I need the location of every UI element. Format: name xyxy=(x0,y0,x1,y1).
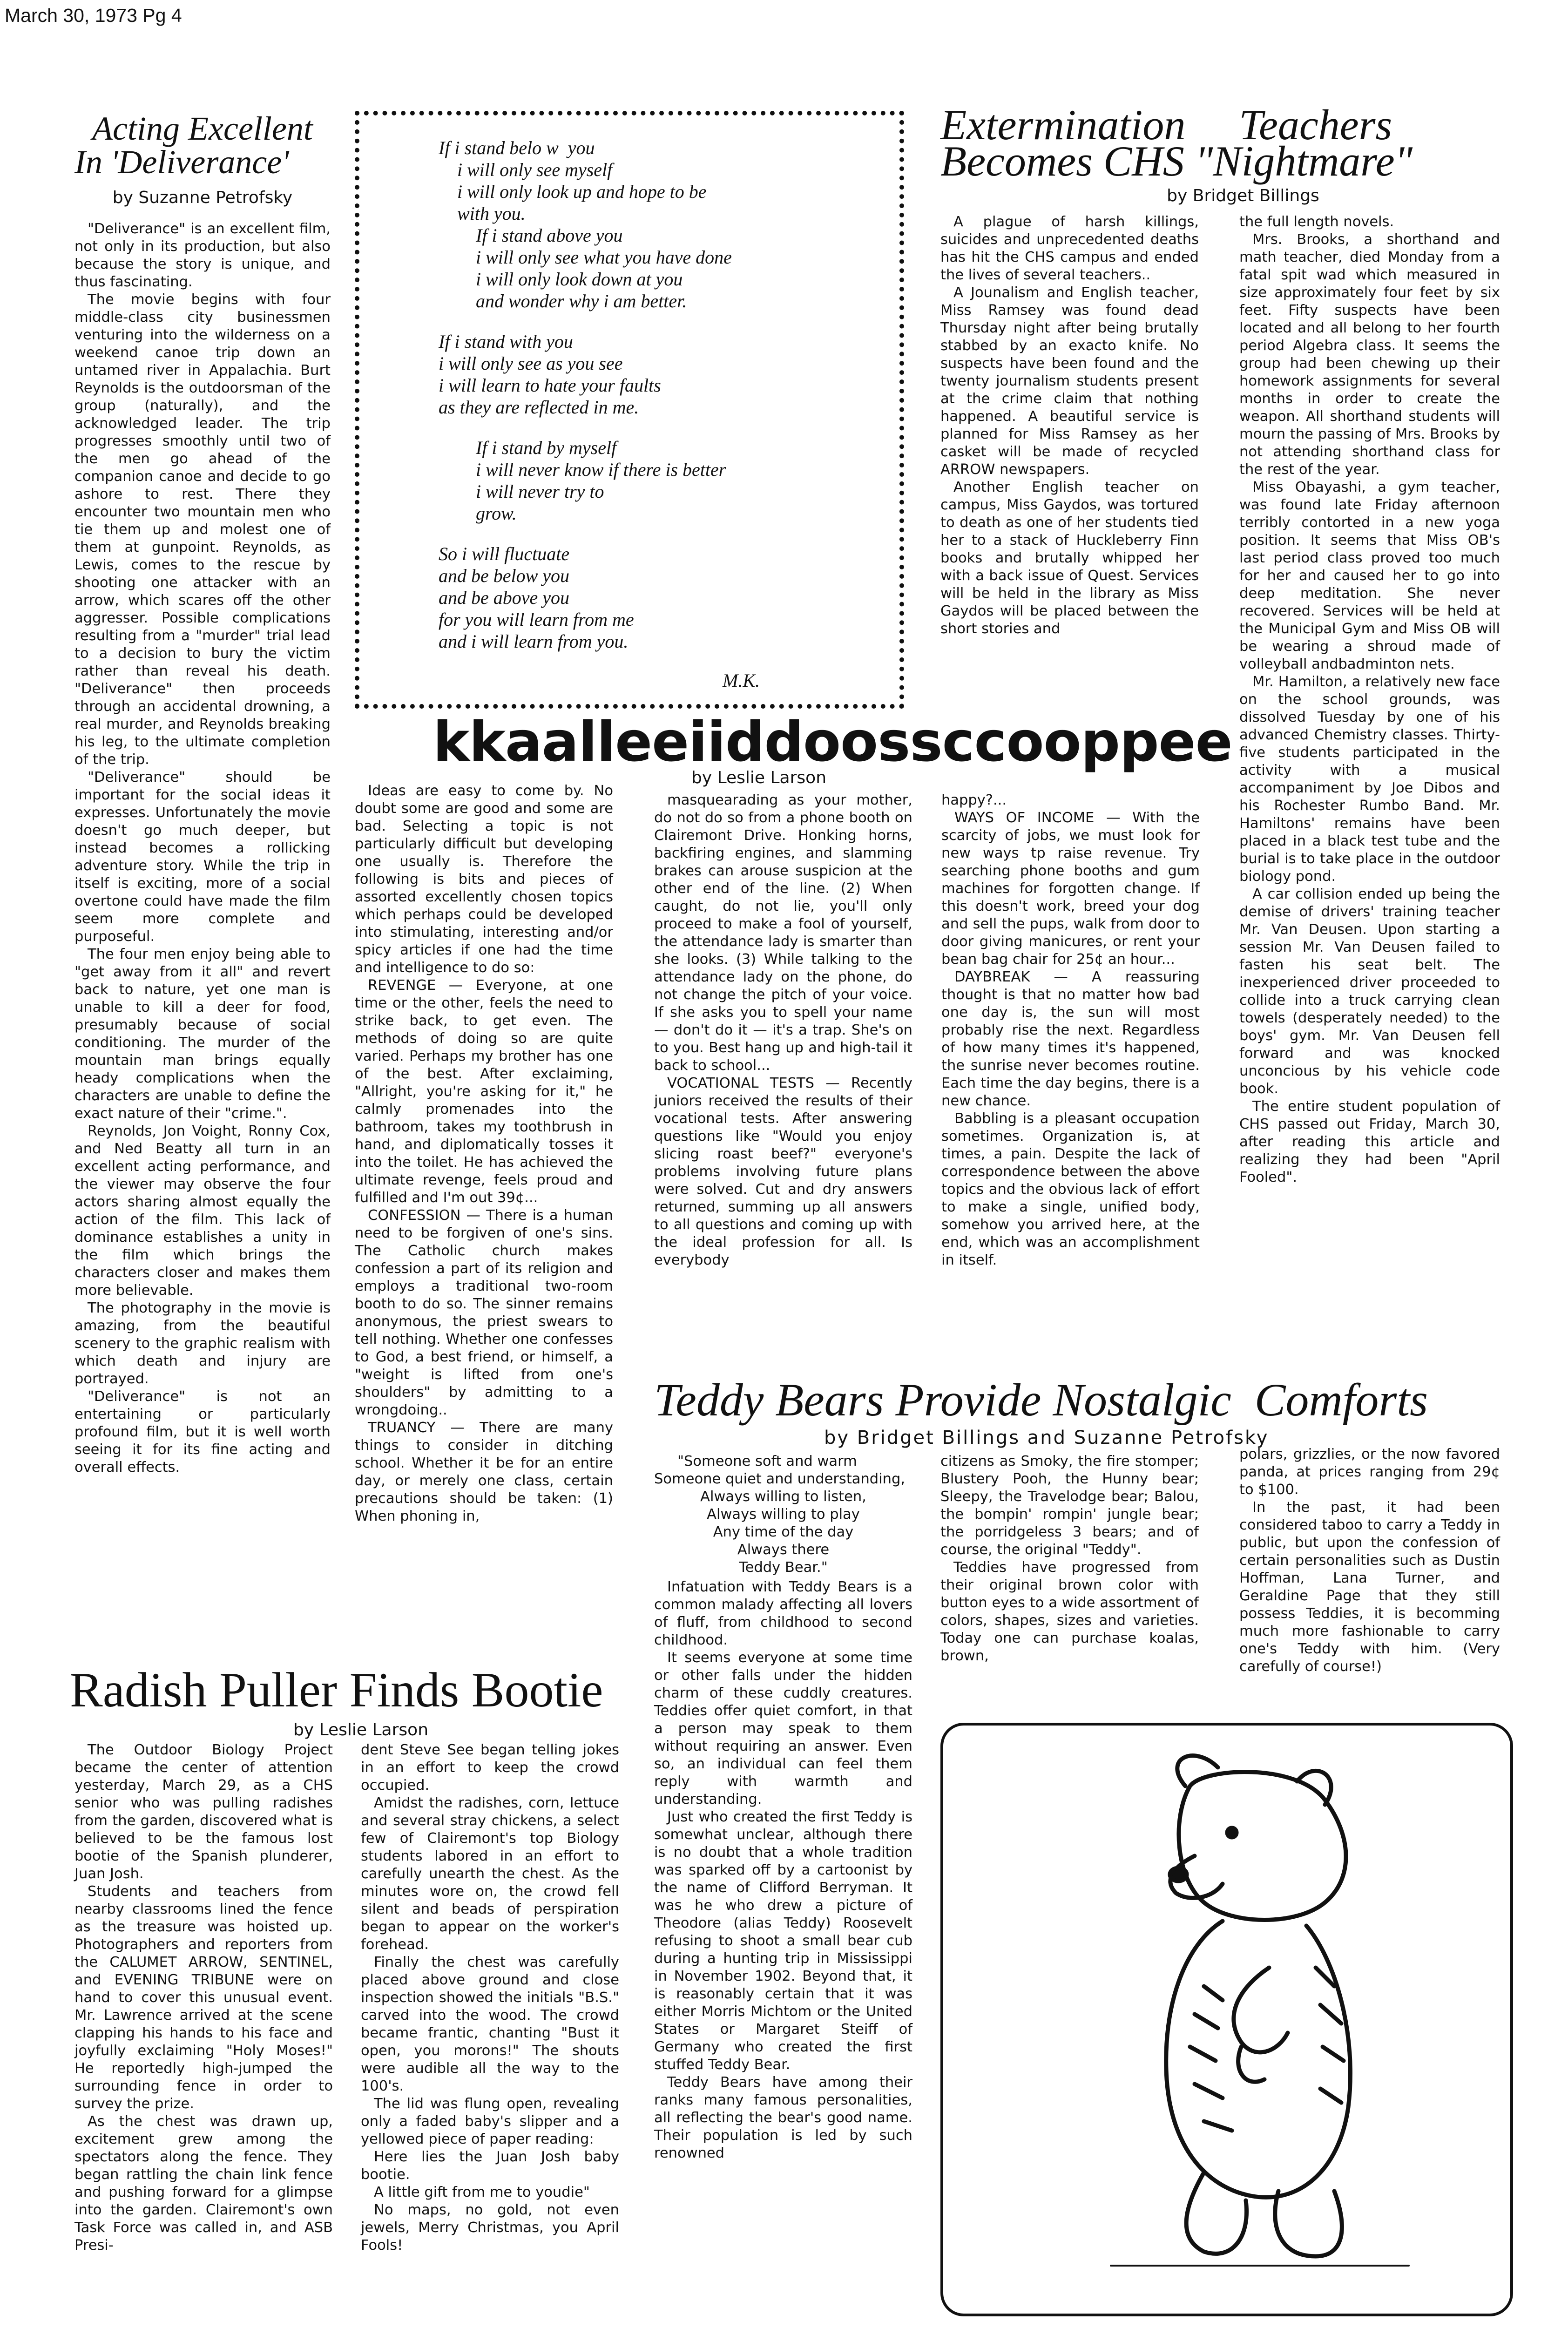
poem-line: So i will fluctuate xyxy=(439,543,570,564)
exterm-paragraph: Miss Obayashi, a gym teacher, was found late Friday afternoon terribly contorted in a new yoga position. It seems that Miss OB's last period class proved too much for her and caused her to go into deep meditation. She never recovered. Services will be held at the Municipal Gym and Miss OB will be wearing a shroud made of volleyball andbadminton nets. xyxy=(1239,479,1500,672)
poem-box xyxy=(355,111,904,709)
kaleidoscope-col3 xyxy=(941,792,1200,1269)
radish-paragraph: Here lies the Juan Josh baby bootie. xyxy=(361,2149,619,2183)
kaleidoscope-paragraph: Ideas are easy to come by. No doubt some are good and some are bad. Selecting a topic is not particularly difficult but developing one usually is. Therefore the following is bits and pieces of assorted excellently chosen topics which perhaps could be developed into stimulating, interesting and/or spicy articles if one had the time and intelligence to do so: xyxy=(355,783,613,976)
teddy-verse-line: Someone quiet and understanding, xyxy=(654,1471,906,1487)
teddy-paragraph: citizens as Smoky, the fire stomper; Blustery Pooh, the Hunny bear; Sleepy, the Travelodge bear; Balou, the bompin' rompin' jungle bear; the porridgeless 3 bears; and of course, the original "Teddy". xyxy=(940,1453,1199,1558)
poem-line: i will learn to hate your faults xyxy=(439,375,661,396)
radish-paragraph: The lid was flung open, revealing only a faded baby's slipper and a yellowed piece of paper reading: xyxy=(361,2096,619,2147)
acting-paragraph: "Deliverance" is an excellent film, not only in its production, but also because the story is unique, and thus fascinating. xyxy=(74,221,331,290)
kaleidoscope-paragraph: happy?... xyxy=(941,792,1007,808)
poem-line: and i will learn from you. xyxy=(439,631,629,652)
poem-line: If i stand above you xyxy=(439,225,623,246)
teddy-col2 xyxy=(940,1453,1199,1665)
radish-paragraph: dent Steve See began telling jokes in an effort to keep the crowd occupied. xyxy=(361,1742,619,1793)
page-header: March 30, 1973 Pg 4 xyxy=(5,5,182,26)
poem-line: and wonder why i am better. xyxy=(439,291,687,311)
acting-paragraph: "Deliverance" should be important for the social ideas it expresses. Unfortunately the movie doesn't go much deeper, but instead becomes a rollicking adventure story. While the trip in itself is exciting, more of a social overtone could have made the film seem more complete and purposeful. xyxy=(74,769,331,945)
kaleidoscope-col1 xyxy=(355,782,613,1525)
kaleidoscope-paragraph: TRUANCY — There are many things to consider in ditching school. Whether it be for an entire day, or merely one class, certain precautions should be taken: (1) When phoning in, xyxy=(355,1420,613,1524)
kaleidoscope-col2 xyxy=(654,792,912,1269)
poem-text xyxy=(439,137,885,652)
exterm-paragraph: A car collision ended up being the demise of drivers' training teacher Mr. Van Deusen. Upon starting a session Mr. Van Deusen failed to fasten his seat belt. The inexperienced driver proceeded to collide into a truck carrying clean towels (desperately needed) to the boys' gym. Mr. Van Deusen fell forward and was knocked unconcious by his vehicle code book. xyxy=(1239,886,1500,1097)
radish-byline: by Leslie Larson xyxy=(293,1720,429,1739)
teddy-title: Teddy Bears Provide Nostalgic Comforts xyxy=(654,1374,1428,1426)
teddy-paragraph: polars, grizzlies, or the now favored panda, at prices ranging from 29¢ to $100. xyxy=(1239,1446,1500,1498)
poem-line: i will only see what you have done xyxy=(439,247,732,268)
acting-byline: by Suzanne Petrofsky xyxy=(112,188,293,207)
kaleidoscope-paragraph: masquearading as your mother, do not do so from a phone booth on Clairemont Drive. Honking horns, backfiring engines, and slamming brakes can arouse suspicion at the other end of the line. (2) When caught, do not lie, you'll only proceed to make a fool of yourself, the attendance lady is smarter than she looks. (3) While talking to the attendance lady on the phone, do not change the pitch of your voice. If she asks you to spell your name — don't do it — it's a trap. She's on to you. Best hang up and high-tail it back to school... xyxy=(654,792,912,1074)
teddy-paragraph: In the past, it had been considered taboo to carry a Teddy in public, but upon the confession of certain personalities such as Dustin Hoffman, Lana Turner, and Geraldine Page that they still possess Teddies, it is becomming much more fashionable to carry one's Teddy with him. (Very carefully of course!) xyxy=(1239,1499,1500,1675)
acting-paragraph: The four men enjoy being able to "get away from it all" and revert back to nature, yet one man is unable to kill a deer for food, presumably because of social conditioning. The murder of the mountain man brings equally heady complications when the characters are unable to define the exact nature of their "crime.". xyxy=(74,946,331,1122)
acting-body xyxy=(74,220,331,1476)
radish-paragraph: A little gift from me to youdie" xyxy=(374,2184,590,2200)
exterm-col2 xyxy=(1239,213,1500,1186)
teddy-paragraph: Just who created the first Teddy is somewhat unclear, although there is no doubt that a whole tradition was sparked off by a cartoonist by the name of Clifford Berryman. It was he who drew a picture of Theodore (alias Teddy) Roosevelt refusing to shoot a small bear cub during a hunting trip in Mississippi in November 1902. Beyond that, it is reasonably certain that it was either Morris Michtom or the United States or Margaret Steiff of Germany who created the first stuffed Teddy Bear. xyxy=(654,1809,912,2073)
exterm-paragraph: the full length novels. xyxy=(1239,214,1394,230)
acting-paragraph: "Deliverance" is not an entertaining or particularly profound film, but it is well worth seeing it for its fine acting and overall effects. xyxy=(74,1388,331,1475)
radish-paragraph: Students and teachers from nearby classrooms lined the fence as the treasure was hoisted up. Photographers and reporters from the CALUMET ARROW, SENTINEL, and EVENING TRIBUNE were on hand to cover this unusual event. Mr. Lawrence arrived at the scene clapping his hands to his face and joyfully exclaiming "Holy Moses!" He reportedly high-jumped the surrounding fence in order to survey the prize. xyxy=(74,1883,333,2112)
radish-paragraph: As the chest was drawn up, excitement grew among the spectators along the fence. They began rattling the chain link fence and pushing forward for a glimpse into the garden. Clairemont's own Task Force was called in, and ASB Presi- xyxy=(74,2113,333,2254)
acting-paragraph: The photography in the movie is amazing, from the beautiful scenery to the graphic realism with which death and injury are portrayed. xyxy=(74,1300,331,1387)
radish-paragraph: No maps, no gold, not even jewels, Merry Christmas, you April Fools! xyxy=(361,2202,619,2254)
teddy-verse-line: Always there xyxy=(737,1542,830,1558)
acting-title-line2: In 'Deliverance' xyxy=(74,143,289,181)
radish-paragraph: Amidst the radishes, corn, lettuce and several stray chickens, a select few of Clairemont's top Biology students labored in an effort to carefully unearth the chest. As the minutes wore on, the crowd fell silent and beads of perspiration began to appear on the worker's forehead. xyxy=(361,1795,619,1953)
poem-line: i will only see as you see xyxy=(439,353,623,374)
exterm-title-line2: Becomes CHS "Nightmare" xyxy=(940,137,1413,185)
exterm-paragraph: A Jounalism and English teacher, Miss Ramsey was found dead Thursday night after being brutally stabbed by an exacto knife. No suspects have been found and the twenty journalism students present at the crime claim that nothing happened. A beautiful service is planned for Miss Ramsey as her casket will be made of recycled ARROW newspapers. xyxy=(940,284,1199,478)
teddy-verse-line: Always willing to play xyxy=(707,1506,860,1523)
exterm-col1 xyxy=(940,213,1199,638)
exterm-byline: by Bridget Billings xyxy=(1167,186,1319,205)
teddy-paragraph: Teddy Bears have among their ranks many famous personalities, all reflecting the bear's good name. Their population is led by such renowned xyxy=(654,2074,912,2161)
teddy-verse-line: "Someone soft and warm xyxy=(677,1453,857,1469)
poem-line: i will only look down at you xyxy=(439,269,683,290)
poem-line: i will only look up and hope to be xyxy=(439,181,707,202)
poem-line: for you will learn from me xyxy=(439,609,634,630)
teddy-verse xyxy=(654,1453,912,1577)
poem-line: If i stand by myself xyxy=(439,437,617,458)
teddy-byline: by Bridget Billings and Suzanne Petrofsky xyxy=(824,1427,1269,1448)
teddy-illustration xyxy=(940,1723,1513,2316)
exterm-paragraph: Another English teacher on campus, Miss Gaydos, was tortured to death as one of her students tied her to a stack of Huckleberry Finn books and brutally whipped her with a back issue of Quest. Services will be held in the library as Miss Gaydos will be placed between the short stories and xyxy=(940,479,1199,637)
teddy-verse-line: Any time of the day xyxy=(713,1524,854,1540)
teddy-verse-line: Always willing to listen, xyxy=(700,1489,866,1505)
kaleidoscope-paragraph: DAYBREAK — A reassuring thought is that no matter how bad one day is, the sun will most probably rise the next. Regardless of how many times it's happened, the sunrise never becomes routine. Each time the day begins, there is a new chance. xyxy=(941,969,1200,1109)
acting-paragraph: The movie begins with four middle-class city businessmen venturing into the wilderness on a weekend canoe trip down an untamed river in Appalachia. Burt Reynolds is the outdoorsman of the group (naturally), and the acknowledged leader. The trip progresses smoothly until two of the men go ahead of the companion canoe and decide to go ashore to rest. There they encounter two mountain men who tie them up and molest one of them at gunpoint. Reynolds, as Lewis, comes to the rescue by shooting one attacker with an arrow, which scares off the other aggresser. Possible complications resulting from a "murder" trial lead to a decision to bury the victim rather than reveal his death. "Deliverance" then proceeds through an accidental drowning, a real murder, and Reynolds breaking his leg, to the ultimate completion of the trip. xyxy=(74,291,331,768)
poem-line: as they are reflected in me. xyxy=(439,397,639,418)
poem-line: grow. xyxy=(439,503,517,524)
radish-col2 xyxy=(361,1741,619,2254)
acting-article xyxy=(74,112,331,1476)
teddy-paragraph: It seems everyone at some time or other falls under the hidden charm of these cuddly creatures. Teddies offer quiet comfort, in that a person may speak to them without requiring an answer. Even so, an individual can feel them reply with warmth and understanding. xyxy=(654,1650,912,1807)
teddy-paragraph: Teddies have progressed from their original brown color with button eyes to a wide assortment of colors, shapes, sizes and varieties. Today one can purchase koalas, brown, xyxy=(940,1559,1199,1664)
poem-line: with you. xyxy=(439,203,526,224)
radish-paragraph: Finally the chest was carefully placed above ground and close inspection showed the initials "B.S." carved into the wood. The crowd became frantic, chanting "Bust it open, you morons!" The shouts were audible all the way to the 100's. xyxy=(361,1954,619,2094)
poem-line: i will never know if there is better xyxy=(439,459,726,480)
kaleidoscope-paragraph: REVENGE — Everyone, at one time or the other, feels the need to strike back, to get even. The methods of doing so are quite varied. Perhaps my brother has one of the best. After exclaiming, "Allright, you're asking for it," he calmly promenades into the bathroom, takes my toothbrush in hand, and diplomatically tosses it into the toilet. He has achieved the ultimate revenge, feels proud and fulfilled and I'm out 39¢... xyxy=(355,977,613,1206)
poem-line: i will never try to xyxy=(439,481,604,502)
kaleidoscope-paragraph: Babbling is a pleasant occupation sometimes. Organization is, at times, a pain. Despite the lack of correspondence between the above topics and the obvious lack of effort to make a single, unified body, somehow you arrived here, at the end, which was an accomplishment in itself. xyxy=(941,1110,1200,1268)
radish-paragraph: The Outdoor Biology Project became the center of attention yesterday, March 29, as a CHS senior who was pulling radishes from the garden, discovered what is believed to be the famous lost bootie of the Spanish plunderer, Juan Josh. xyxy=(74,1742,333,1882)
radish-title: Radish Puller Finds Bootie xyxy=(70,1663,603,1717)
teddy-col3 xyxy=(1239,1446,1500,1676)
kaleidoscope-byline: by Leslie Larson xyxy=(691,768,827,787)
acting-title-line1: Acting Excellent xyxy=(92,110,313,147)
kaleidoscope-title: kkaalleeiiddoossccooppee xyxy=(433,710,1232,774)
kaleidoscope-paragraph: VOCATIONAL TESTS — Recently juniors received the results of their vocational tests. After answering questions like "Would you enjoy slicing roast beef?" everyone's problems involving future plans were solved. Cut and dry answers returned, summing up all answers to all questions and coming up with the ideal profession for all. Is everybody xyxy=(654,1075,912,1268)
poem-line: If i stand belo w you xyxy=(439,137,595,158)
radish-col1 xyxy=(74,1741,333,2254)
bear-drawing-icon xyxy=(943,1726,1510,2314)
teddy-paragraph: Infatuation with Teddy Bears is a common malady affecting all lovers of fluff, from childhood to second childhood. xyxy=(654,1579,912,1648)
exterm-paragraph: Mrs. Brooks, a shorthand and math teacher, died Monday from a fatal spit wad which measured in size approximately four feet by six feet. Fifty suspects have been located and all belong to her fourth period Algebra class. It seems the group had been chewing up their homework assignments for several months in order to create the weapon. All shorthand students will mourn the passing of Mrs. Brooks by not attending shorthand class for the rest of the year. xyxy=(1239,231,1500,478)
exterm-paragraph: The entire student population of CHS passed out Friday, March 30, after reading this article and realizing they had been "April Fooled". xyxy=(1239,1098,1500,1185)
kaleidoscope-paragraph: WAYS OF INCOME — With the scarcity of jobs, we must look for new ways tp raise revenue. Try searching phone booths and gum machines for forgotten change. If this doesn't work, breed your dog and sell the pups, walk from door to door giving manicures, or rent your bean bag chair for 25¢ an hour... xyxy=(941,810,1200,968)
teddy-col1 xyxy=(654,1453,912,2162)
acting-paragraph: Reynolds, Jon Voight, Ronny Cox, and Ned Beatty all turn in an excellent acting performance, and the viewer may observe the four actors sharing almost equally the action of the film. This lack of dominance establishes a unity in the film which brings the characters closer and makes them more believable. xyxy=(74,1123,331,1299)
kaleidoscope-paragraph: CONFESSION — There is a human need to be forgiven of one's sins. The Catholic church makes confession a part of its religion and employs a traditional two-room booth to do so. The sinner remains anonymous, the priest swears to tell nothing. Whether one confesses to God, a best friend, or himself, a "weight is lifted from one's shoulders" by admitting to a wrongdoing.. xyxy=(355,1207,613,1418)
teddy-verse-line: Teddy Bear." xyxy=(739,1559,828,1576)
poem-line: and be above you xyxy=(439,587,570,608)
exterm-paragraph: A plague of harsh killings, suicides and unprecedented deaths has hit the CHS campus and ended the lives of several teachers.. xyxy=(940,214,1199,283)
poem-line: i will only see myself xyxy=(439,159,613,180)
poem-signature: M.K. xyxy=(723,670,760,691)
poem-line: and be below you xyxy=(439,565,570,586)
exterm-title-line1: Extermination Teachers xyxy=(940,101,1392,149)
poem-line: If i stand with you xyxy=(439,331,573,352)
exterm-paragraph: Mr. Hamilton, a relatively new face on the school grounds, was dissolved Tuesday by one of his advanced Chemistry classes. Thirty-five students participated in the activity with a musical accompaniment by Joe Dibos and his Rochester Rumbo Band. Mr. Hamiltons' remains have been placed in a black test tube and the burial is to take place in the outdoor biology pond. xyxy=(1239,674,1500,885)
